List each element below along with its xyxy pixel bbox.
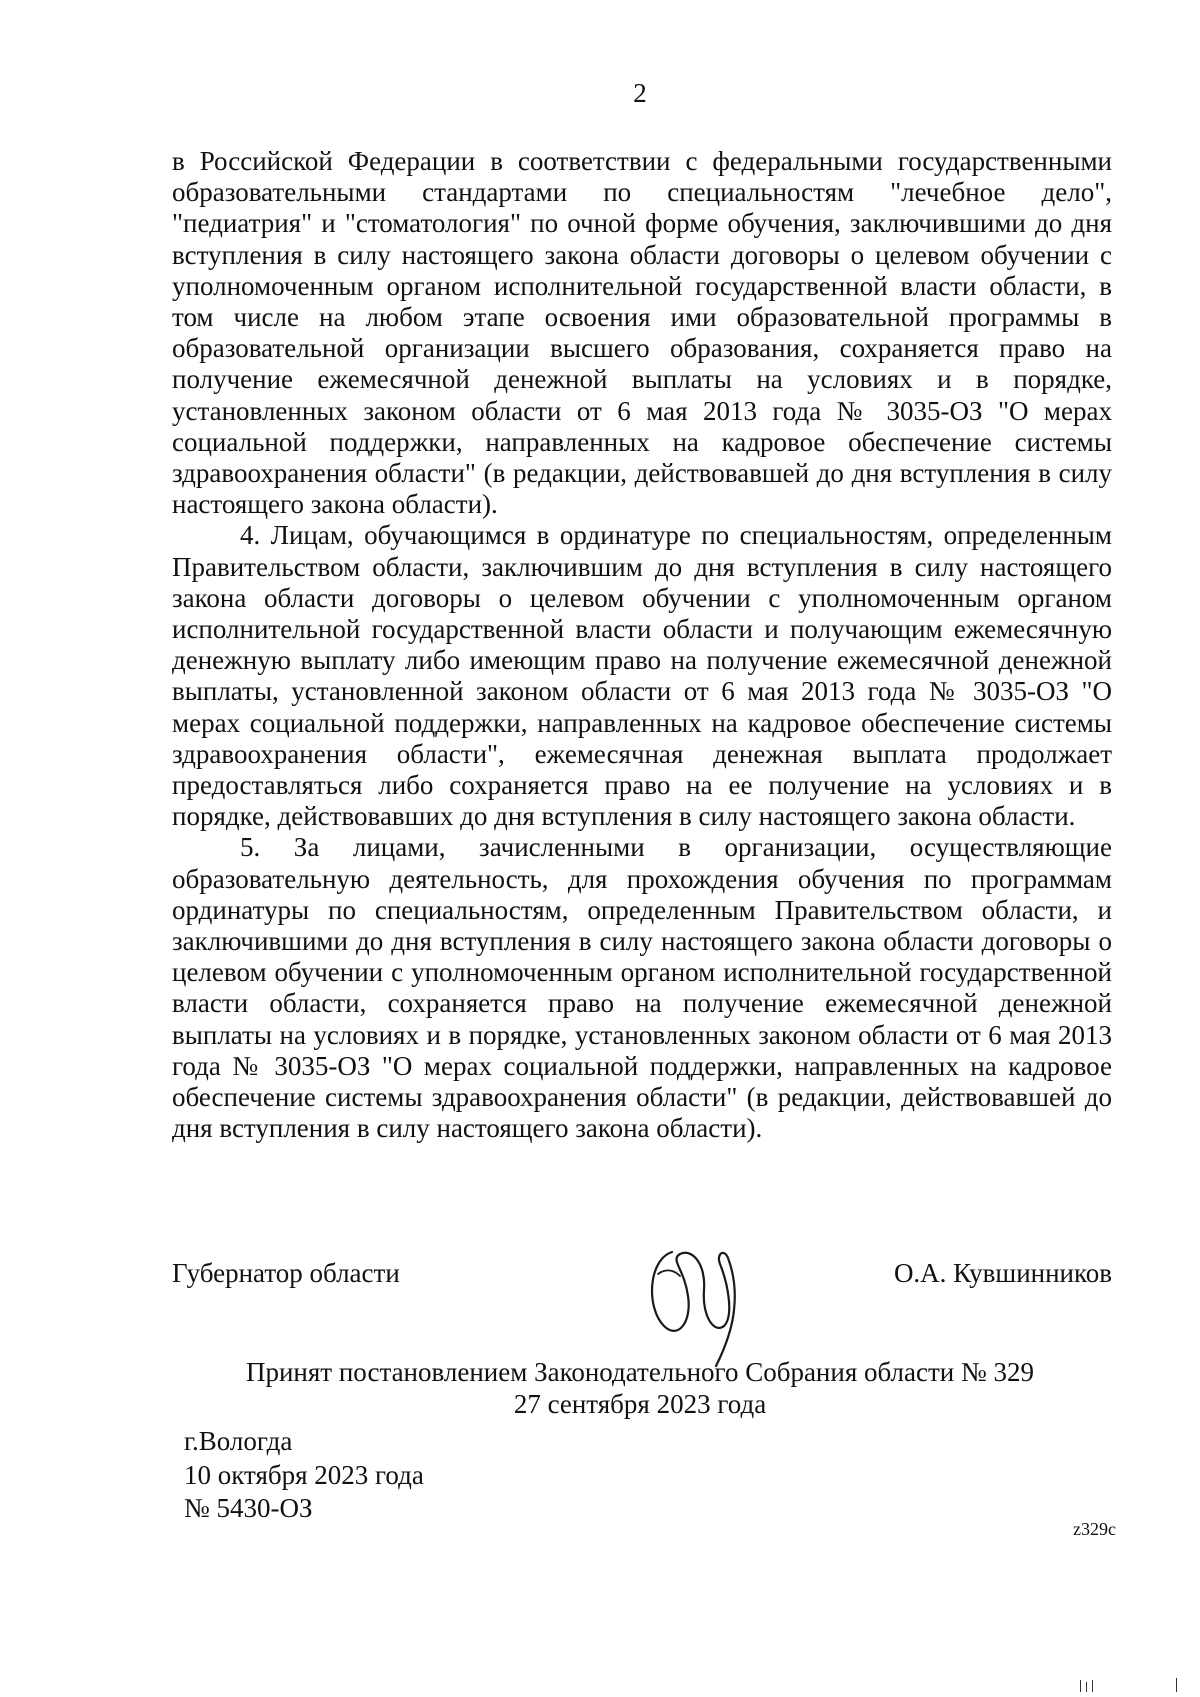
handwritten-signature: [640, 1230, 760, 1370]
page-number: 2: [633, 78, 647, 108]
paragraph-3-continuation: в Российской Федерации в соответствии с федеральными государственными образовательными стандартами по специальностям "лечебное дело", "педиатрия" и "стоматология" по очной форме обучения, заключившими до дня вступления в силу настоящего закона области договоры о целевом обучении с уполномоченным органом исполнительной государственной власти области, в том числе на любом этапе освоения ими образовательной программы в образовательной организации высшего образования, сохраняется право на получение ежемесячной денежной выплаты на условиях и в порядке, установленных законом области от 6 мая 2013 года № 3035-ОЗ "О мерах социальной поддержки, направленных на кадровое обеспечение системы здравоохранения области" (в редакции, действовавшей до дня вступления в силу настоящего закона области).: [172, 146, 1112, 520]
scan-tick: [1080, 1680, 1081, 1692]
document-code: z329c: [1073, 1519, 1116, 1539]
signatory-name: О.А. Кувшинников: [893, 1258, 1112, 1288]
paragraph-4: 4. Лицам, обучающимся в ординатуре по специальностям, определенным Правительством области, заключившим до дня вступления в силу настоящего закона области договоры о целевом обучении с уполномоченным органом исполнительной государственной власти области и получающим ежемесячную денежную выплату либо имеющим право на получение ежемесячной денежной выплаты, установленной законом области от 6 мая 2013 года № 3035-ОЗ "О мерах социальной поддержки, направленных на кадровое обеспечение системы здравоохранения области", ежемесячная денежная выплата продолжает предоставляться либо сохраняется право на ее получение на условиях и в порядке, действовавших до дня вступления в силу настоящего закона области.: [172, 520, 1112, 832]
adoption-note: [180, 1357, 1100, 1420]
signing-date: 10 октября 2023 года: [184, 1459, 424, 1490]
law-text: [172, 146, 1112, 1145]
place-date-block: [184, 1425, 424, 1526]
scan-tick: [1176, 1678, 1177, 1692]
signatory-title: Губернатор области: [172, 1258, 400, 1288]
law-number: № 5430-ОЗ: [184, 1493, 313, 1523]
adoption-line-2: 27 сентября 2023 года: [513, 1388, 767, 1419]
scan-tick: [1086, 1682, 1087, 1692]
city: г.Вологда: [184, 1426, 293, 1456]
paragraph-5: 5. За лицами, зачисленными в организации, осуществляющие образовательную деятельность, для прохождения обучения по программам ординатуры по специальностям, определенным Правительством области, и заключившими до дня вступления в силу настоящего закона области договоры о целевом обучении с уполномоченным органом исполнительной государственной власти области, сохраняется право на получение ежемесячной денежной выплаты на условиях и в порядке, установленных законом области от 6 мая 2013 года № 3035-ОЗ "О мерах социальной поддержки, направленных на кадровое обеспечение системы здравоохранения области" (в редакции, действовавшей до дня вступления в силу настоящего закона области).: [172, 832, 1112, 1144]
scan-tick: [1092, 1680, 1093, 1692]
adoption-line-1: Принят постановлением Законодательного Собрания области № 329: [245, 1357, 1035, 1387]
